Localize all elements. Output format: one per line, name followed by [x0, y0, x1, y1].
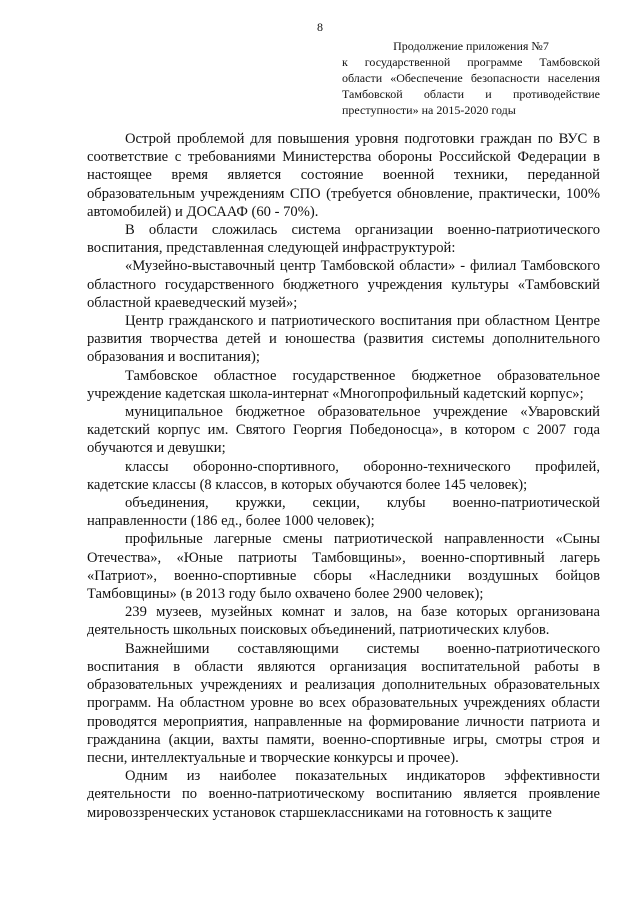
paragraph-museums: 239 музеев, музейных комнат и залов, на базе которых организована деятельность школьных поисковых объединений, патриотических клубов.: [87, 604, 600, 639]
paragraph-key-components: Важнейшими составляющими системы военно-патриотического воспитания в области являются организация воспитательной работы в образовательных учреждениях и реализация дополнительных образовательных программ. На областном уровне во всех образовательных учреждениях области проводятся мероприятия, направленные на формирование личности патриота и гражданина (акции, вахты памяти, военно-спортивные игры, смотры строя и песни, интеллектуальные и творческие конкурсы и прочее).: [87, 640, 600, 766]
paragraph-cadet-school: Тамбовское областное государственное бюджетное образовательное учреждение кадетская школа-интернат «Многопрофильный кадетский корпус»;: [87, 367, 600, 402]
paragraph-uvarovsky-corps: муниципальное бюджетное образовательное учреждение «Уваровский кадетский корпус им. Святого Георгия Победоносца», в котором с 2007 года обучаются и девушки;: [87, 404, 600, 457]
paragraph-museum-center: «Музейно-выставочный центр Тамбовской области» - филиал Тамбовского областного государственного бюджетного учреждения культуры «Тамбовский областной краеведческий музей»;: [87, 258, 600, 311]
paragraph-indicators: Одним из наиболее показательных индикаторов эффективности деятельности по военно-патриотическому воспитанию является проявление мировоззренческих установок старшеклассниками на готовность к защите: [87, 768, 600, 821]
paragraph-vus-problem: Острой проблемой для повышения уровня подготовки граждан по ВУС в соответствие с требованиями Министерства обороны Российской Федерации в настоящее время является состояние военной техники, переданной образовательным учреждениям СПО (требуется обновление, практически, 100% автомобилей) и ДОСААФ (60 - 70%).: [87, 131, 600, 220]
page-number: 8: [317, 20, 323, 34]
paragraph-camps: профильные лагерные смены патриотической направленности «Сыны Отечества», «Юные патриоты Тамбовщины», военно-спортивный лагерь «Патриот», военно-спортивные сборы «Наследники воздушных бойцов Тамбовщины» (в 2013 году было охвачено более 2900 человек);: [87, 531, 600, 603]
paragraph-civic-center: Центр гражданского и патриотического воспитания при областном Центре развития творчества детей и юношества (развития системы дополнительного образования и воспитания);: [87, 313, 600, 366]
document-body: [87, 130, 600, 822]
appendix-title: Продолжение приложения №7: [393, 39, 549, 53]
paragraph-system-intro: В области сложилась система организации военно-патриотического воспитания, представленная следующей инфраструктурой:: [87, 222, 600, 257]
appendix-header: [342, 38, 600, 118]
paragraph-clubs: объединения, кружки, секции, клубы военно-патриотической направленности (186 ед., более 1000 человек);: [87, 495, 600, 530]
appendix-reference: к государственной программе Тамбовской области «Обеспечение безопасности населения Тамбовской области и противодействие преступности» на 2015-2020 годы: [342, 55, 600, 117]
paragraph-classes: классы оборонно-спортивного, оборонно-технического профилей, кадетские классы (8 классов, в которых обучаются более 145 человек);: [87, 458, 600, 493]
